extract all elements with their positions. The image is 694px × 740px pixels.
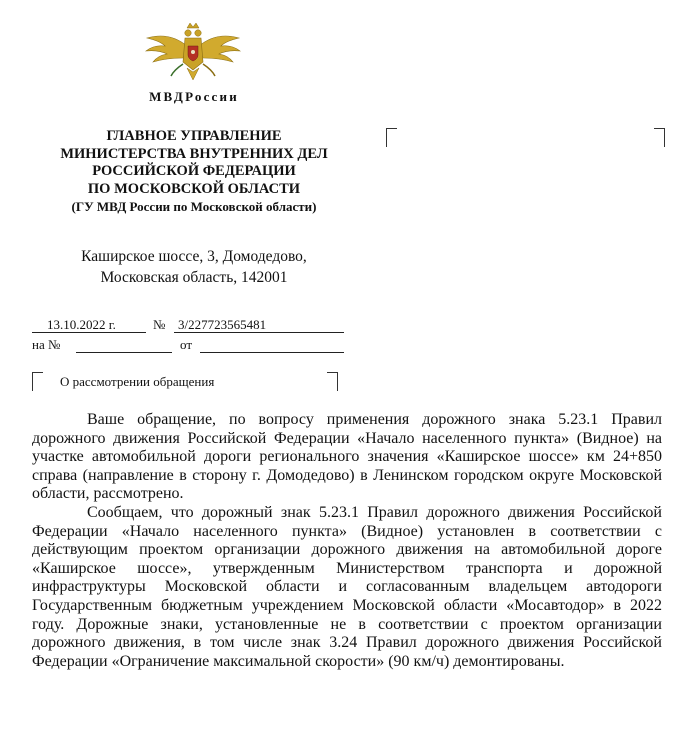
ministry-name: МВДРоссии bbox=[149, 89, 239, 104]
ref-underline bbox=[76, 352, 172, 353]
registration-number: 3/227723565481 bbox=[178, 317, 267, 332]
org-line: МИНИСТЕРСТВА ВНУТРЕННИХ ДЕЛ bbox=[60, 145, 328, 162]
number-underline bbox=[174, 332, 344, 333]
org-line: ПО МОСКОВСКОЙ ОБЛАСТИ bbox=[87, 180, 301, 197]
address-line: Каширское шоссе, 3, Домодедово, bbox=[81, 248, 307, 265]
number-label: № bbox=[153, 317, 166, 332]
from-label: от bbox=[180, 337, 193, 352]
org-abbreviation: (ГУ МВД России по Московской области) bbox=[71, 199, 317, 214]
subject-corner-right bbox=[327, 372, 338, 391]
address bbox=[0, 246, 388, 288]
subject-line: О рассмотрении обращения bbox=[60, 374, 215, 389]
org-line: ГЛАВНОЕ УПРАВЛЕНИЕ bbox=[106, 128, 282, 144]
letter-body bbox=[32, 411, 662, 671]
subject-corner-left bbox=[32, 372, 43, 391]
date-underline bbox=[32, 332, 146, 333]
mvd-emblem bbox=[143, 22, 243, 84]
body-paragraph: Сообщаем, что дорожный знак 5.23.1 Правил дорожного движения Российской Федерации «Начало населенного пункта» (Видное) установлен в соответствии с действующим проектом организации дорожного движения на автомобильной дороге «Каширское шоссе», утвержденным Министерством транспорта и дорожной инфраструктуры Московской области и согласованным владельцем автодороги Государственным бюджетным учреждением Московской области «Мосавтодор» в 2022 году. Дорожные знаки, установленные не в соответствии с проектом организации дорожного движения, в том числе знак 3.24 Правил дорожного движения Российской Федерации «Ограничение максимальной скорости» (90 км/ч) демонтированы. bbox=[32, 503, 662, 670]
recipient-corner-right bbox=[654, 128, 665, 147]
address-line: Московская область, 142001 bbox=[100, 269, 288, 286]
registration-date: 13.10.2022 г. bbox=[47, 317, 116, 332]
org-line: РОССИЙСКОЙ ФЕДЕРАЦИИ bbox=[92, 163, 296, 179]
ref-label: на № bbox=[32, 337, 61, 352]
from-underline bbox=[200, 352, 344, 353]
recipient-corner-left bbox=[386, 128, 397, 147]
organization-name bbox=[0, 128, 388, 216]
body-paragraph: Ваше обращение, по вопросу применения дорожного знака 5.23.1 Правил дорожного движения Российской Федерации «Начало населенного пункта» (Видное) на участке автомобильной дороги регионального значения «Каширское шоссе» км 24+850 справа (направление в сторону г. Домодедово) в Ленинском городском округе Московской области, рассмотрено. bbox=[32, 411, 662, 503]
